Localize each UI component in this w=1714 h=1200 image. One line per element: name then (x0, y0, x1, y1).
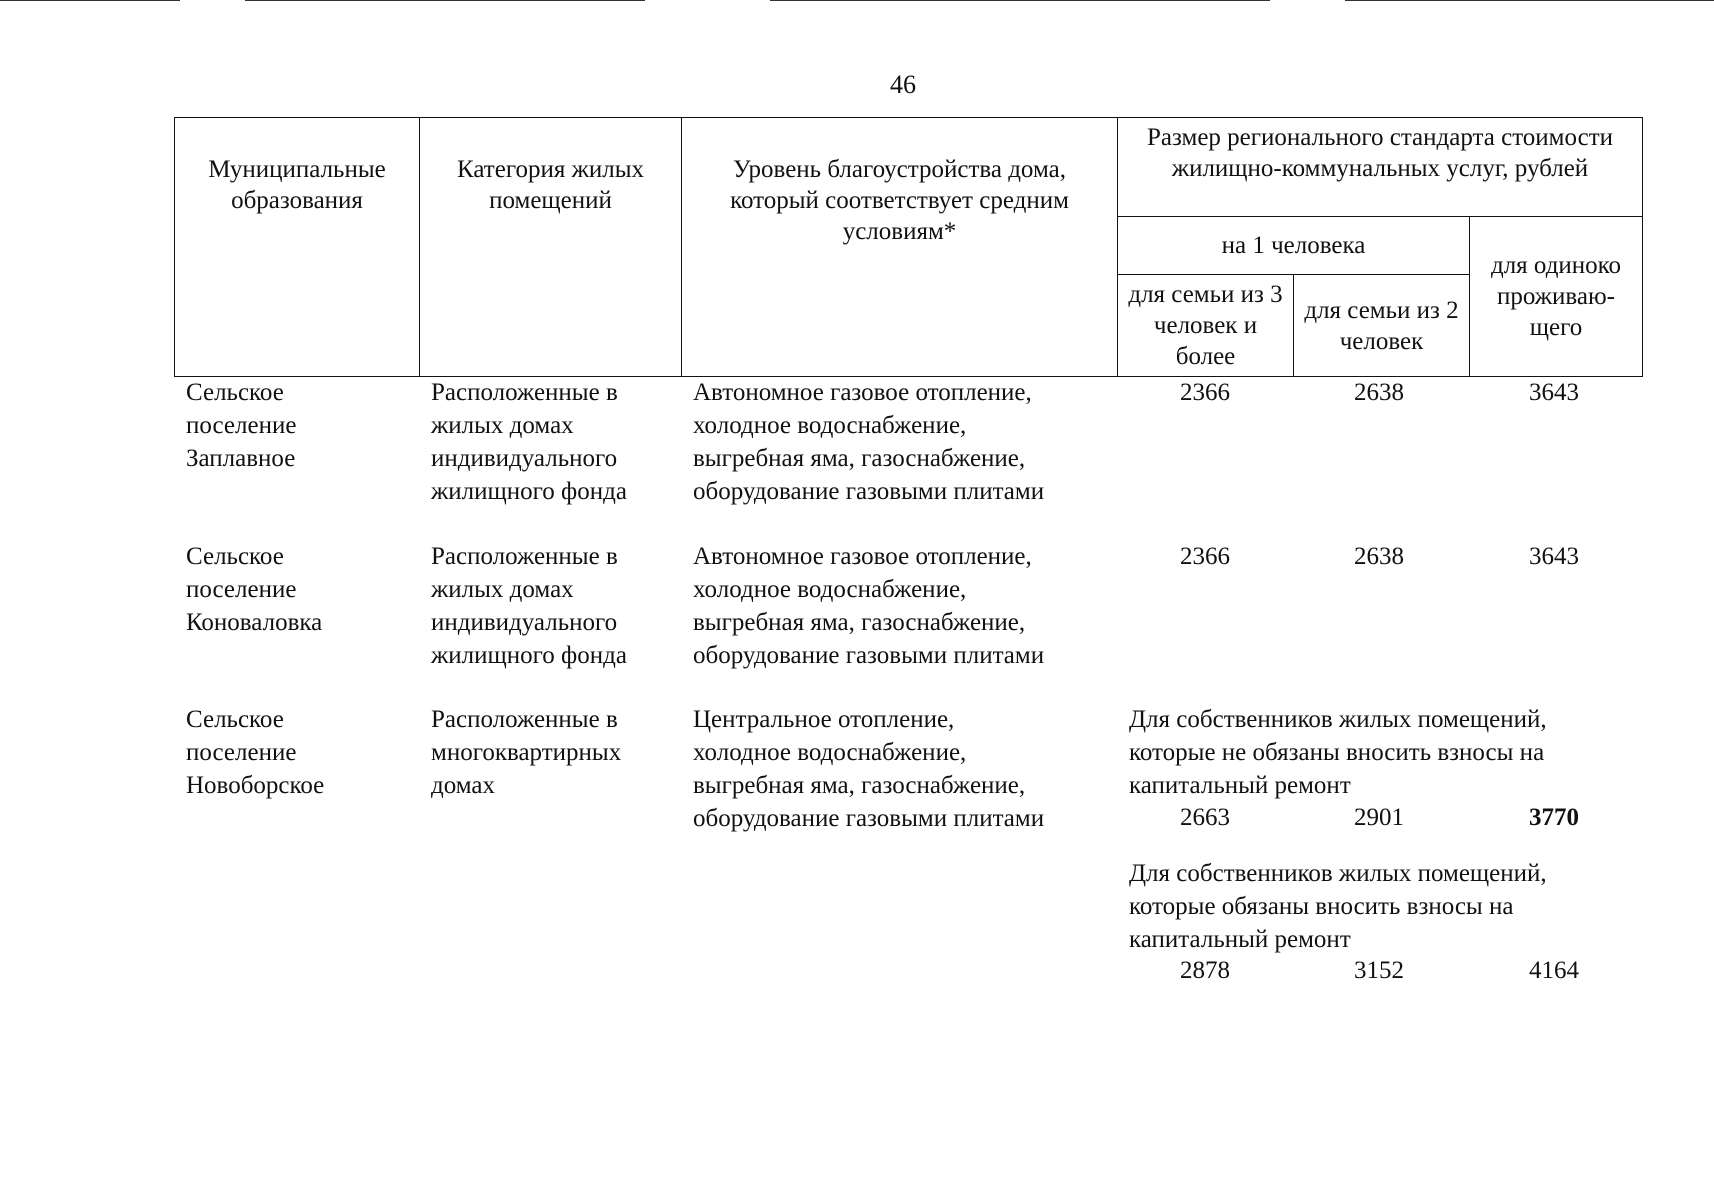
scan-edge-line (245, 0, 645, 1)
row-1-value-family3: 2366 (1180, 379, 1230, 406)
row-3-subgroup-2-value-family3: 2878 (1180, 957, 1230, 984)
header-family3: для семьи из 3 человек и более (1118, 275, 1294, 377)
row-3-subgroup-2-value-family2: 3152 (1354, 957, 1404, 984)
page-number: 46 (890, 70, 916, 99)
row-3-level: Центральное отопление, холодное водоснабжение, выгребная яма, газоснабжение, оборудование газовыми плитами (693, 706, 1045, 832)
row-3-subgroup-1-value-family2: 2901 (1354, 804, 1404, 831)
header-per-person: на 1 человека (1118, 217, 1470, 275)
row-1-municipality: Сельское поселение Заплавное (186, 379, 297, 472)
row-3-subgroup-2-value-single: 4164 (1529, 957, 1579, 984)
scan-edge-line (0, 0, 180, 1)
row-1-value-single: 3643 (1529, 379, 1579, 406)
row-3-subgroup-1-value-family3: 2663 (1180, 804, 1230, 831)
row-2-municipality: Сельское поселение Коноваловка (186, 543, 323, 636)
row-3-subgroup-2-note: Для собственников жилых помещений, которые обязаны вносить взносы на капитальный ремонт (1129, 860, 1547, 953)
header-single: для одиноко проживаю-щего (1470, 217, 1643, 377)
row-3-municipality: Сельское поселение Новоборское (186, 706, 325, 799)
scan-edge-line (770, 0, 1270, 1)
header-level: Уровень благоустройства дома, который соответствует средним условиям* (682, 118, 1118, 377)
row-3-subgroup-1-note: Для собственников жилых помещений, которые не обязаны вносить взносы на капитальный ремонт (1129, 706, 1547, 799)
row-1-level: Автономное газовое отопление, холодное водоснабжение, выгребная яма, газоснабжение, оборудование газовыми плитами (693, 379, 1045, 505)
row-1-category: Расположенные в жилых домах индивидуального жилищного фонда (431, 379, 627, 505)
row-2-level: Автономное газовое отопление, холодное водоснабжение, выгребная яма, газоснабжение, оборудование газовыми плитами (693, 543, 1045, 669)
table-header (174, 117, 1643, 377)
row-3-subgroup-1-value-single: 3770 (1529, 804, 1579, 831)
row-3-category: Расположенные в многоквартирных домах (431, 706, 622, 799)
row-2-value-single: 3643 (1529, 543, 1579, 570)
header-municipality: Муниципальные образования (175, 118, 420, 377)
header-family2: для семьи из 2 человек (1294, 275, 1470, 377)
row-2-value-family3: 2366 (1180, 543, 1230, 570)
row-2-category: Расположенные в жилых домах индивидуального жилищного фонда (431, 543, 627, 669)
header-standard: Размер регионального стандарта стоимости жилищно-коммунальных услуг, рублей (1118, 118, 1643, 217)
header-category: Категория жилых помещений (420, 118, 682, 377)
scan-edge-line (1345, 0, 1714, 1)
row-2-value-family2: 2638 (1354, 543, 1404, 570)
row-1-value-family2: 2638 (1354, 379, 1404, 406)
